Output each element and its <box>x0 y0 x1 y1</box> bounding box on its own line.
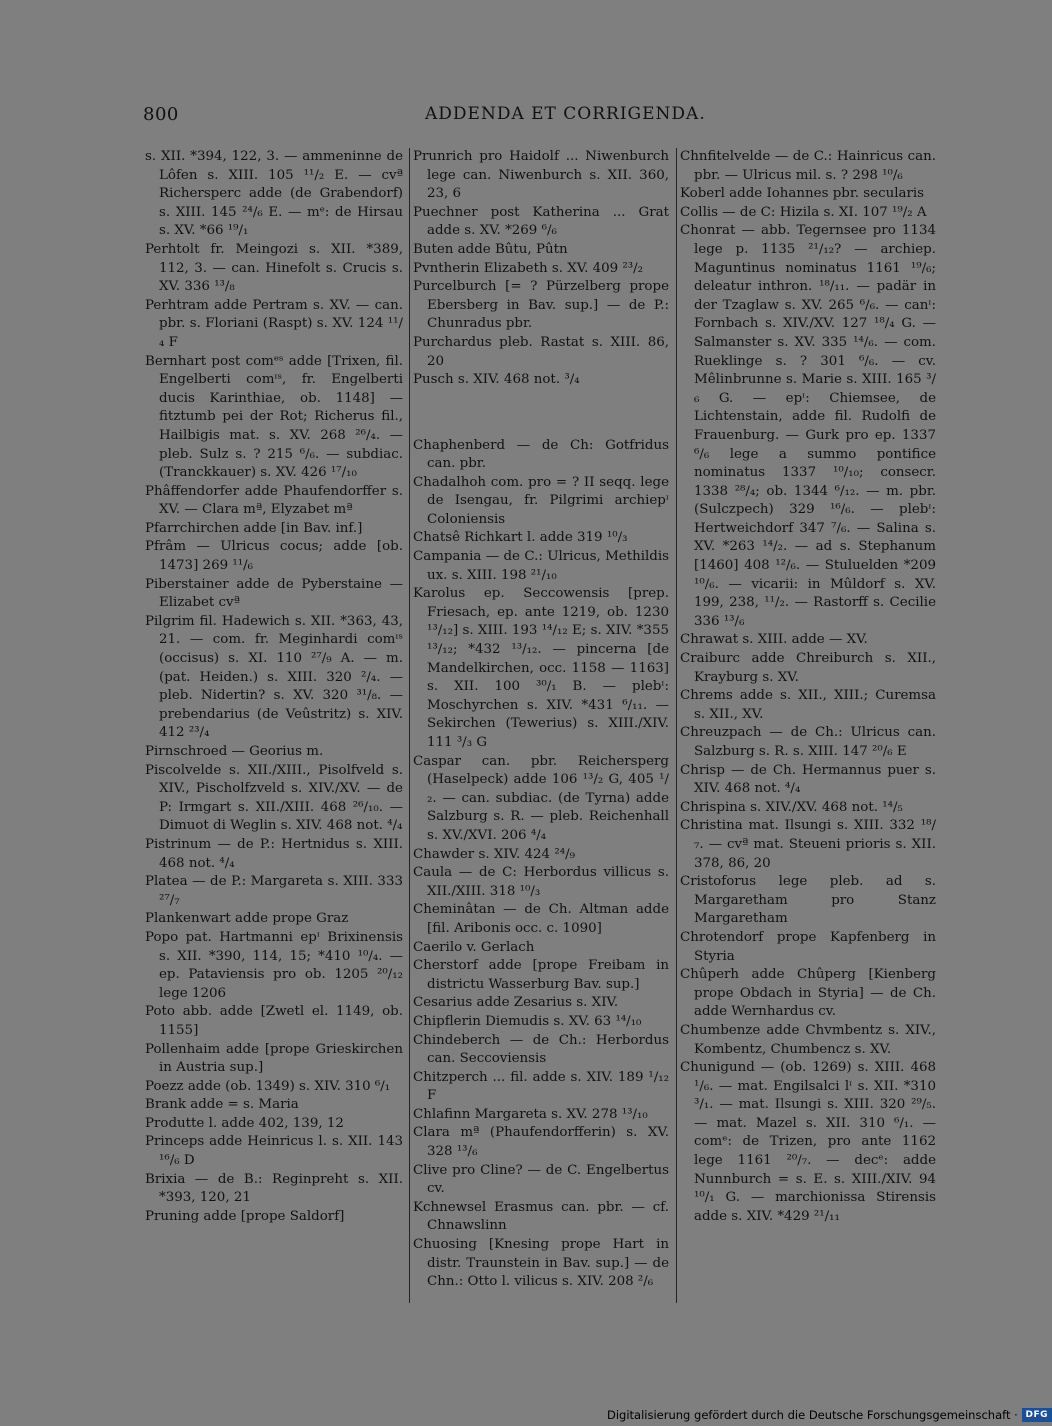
index-entry: Piscolvelde s. XII./XIII., Pisolfveld s. XIV., Pischolfzveld s. XIV./XV. — de P: Irmgart s. XII./XIII. 468 ²⁶/₁₀. — Dimuot di Weglin s. XIV. 468 not. ⁴/₄ <box>145 762 403 834</box>
index-entry: Christina mat. Ilsungi s. XIII. 332 ¹⁸/₇. — cvª mat. Steueni prioris s. XII. 378, 86, 20 <box>680 818 936 871</box>
index-entry: Prunrich pro Haidolf ... Niwenburch lege can. Niwenburch s. XII. 360, 23, 6 <box>413 149 669 202</box>
index-entry: Caula — de C: Herbordus villicus s. XII./XIII. 318 ¹⁰/₃ <box>413 865 669 899</box>
index-entry: Chadalhoh com. pro = ? II seqq. lege de Isengau, fr. Pilgrimi archiepᶦ Coloniensis <box>413 474 669 527</box>
index-entry: Chrispina s. XIV./XV. 468 not. ¹⁴/₅ <box>680 799 903 815</box>
index-entry: Piberstainer adde de Pyberstaine — Elizabet cvª <box>145 576 403 611</box>
index-entry: Produtte l. adde 402, 139, 12 <box>145 1115 344 1131</box>
index-entry: Clive pro Cline? — de C. Engelbertus cv. <box>413 1162 669 1197</box>
index-entry: Phâffendorfer adde Phaufendorffer s. XV. — Clara mª, Elyzabet mª <box>145 483 403 518</box>
footer-credit: Digitalisierung gefördert durch die Deutsche Forschungsgemeinschaft · <box>607 1408 1018 1422</box>
page-header <box>0 104 1000 134</box>
index-entry: Bernhart post comᵉˢ adde [Trixen, fil. Engelberti comᶦˢ, fr. Engelberti ducis Karinthiae, ob. 1148] — fitztumb pei der Rot; Richerus fil., Hailbigis mat. s. XV. 268 ²⁶/₄. — pleb. Sulz s. ? 215 ⁶/₆. — subdiac. (Tranckkauer) s. XV. 426 ¹⁷/₁₀ <box>145 353 403 481</box>
section-gap <box>413 403 669 423</box>
index-entry: Pusch s. XIV. 468 not. ³/₄ <box>413 372 580 388</box>
index-entry: Chindeberch — de Ch.: Herbordus can. Seccoviensis <box>413 1032 669 1067</box>
index-entry: Chnfitelvelde — de C.: Hainricus can. pbr. — Ulricus mil. s. ? 298 ¹⁰/₆ <box>680 149 936 183</box>
index-entry: Pvntherin Elizabeth s. XV. 409 ²³/₂ <box>413 260 644 276</box>
index-entry: Pilgrim fil. Hadewich s. XII. *363, 43, 21. — com. fr. Meginhardi comᶦˢ (occisus) s. XI. 110 ²⁷/₉ A. — m. (pat. Heiden.) s. XIII. 320 ²/₄. — pleb. Nidertin? s. XV. 320 ³¹/₈. — prebendarius (de Veûstritz) s. XIV. 412 ²³/₄ <box>145 613 403 741</box>
index-entry: Chrawat s. XIII. adde — XV. <box>680 632 868 648</box>
index-entry: Chitzperch ... fil. adde s. XIV. 189 ¹/₁₂ F <box>413 1069 669 1104</box>
index-entry: Cristoforus lege pleb. ad s. Margaretham pro Stanz Margaretham <box>680 874 936 927</box>
index-entry: s. XII. *394, 122, 3. — ammeninne de Lôfen s. XIII. 105 ¹¹/₂ E. — cvª Richersperc adde (de Grabendorf) s. XIII. 145 ²⁴/₆ E. — mᵉ: de Hirsau s. XV. *66 ¹⁹/₁ <box>145 149 403 239</box>
dfg-logo-icon: DFG <box>1022 1408 1052 1422</box>
page-number: 800 <box>143 104 179 125</box>
index-entry: Platea — de P.: Margareta s. XIII. 333 ²⁷/₇ <box>145 874 403 908</box>
index-entry: Chrotendorf prope Kapfenberg in Styria <box>680 929 936 964</box>
index-entry: Chipflerin Diemudis s. XV. 63 ¹⁴/₁₀ <box>413 1013 642 1029</box>
index-entry: Chumbenze adde Chvmbentz s. XIV., Kombentz, Chumbencz s. XV. <box>680 1022 936 1057</box>
index-entry: Collis — de C: Hizila s. XI. 107 ¹⁹/₂ A <box>680 204 927 220</box>
index-entry: Caspar can. pbr. Reichersperg (Haselpeck) adde 106 ¹³/₂ G, 405 ¹/₂. — can. subdiac. (de Tyrna) adde Salzburg s. R. — pleb. Reichenhall s. XV./XVI. 206 ⁴/₄ <box>413 753 669 843</box>
index-entry: Pistrinum — de P.: Hertnidus s. XIII. 468 not. ⁴/₄ <box>145 836 403 871</box>
index-entry: Chrisp — de Ch. Hermannus puer s. XIV. 468 not. ⁴/₄ <box>680 762 936 797</box>
index-entry: Pirnschroed — Georius m. <box>145 744 324 759</box>
running-head: ADDENDA ET CORRIGENDA. <box>425 104 706 124</box>
index-entry: Princeps adde Heinricus l. s. XII. 143 ¹⁶/₆ D <box>145 1134 403 1169</box>
index-entry: Perhtolt fr. Meingozi s. XII. *389, 112, 3. — can. Hinefolt s. Crucis s. XV. 336 ¹³/₈ <box>145 241 403 295</box>
index-entry: Clara mª (Phaufendorfferin) s. XV. 328 ¹³/₆ <box>413 1125 669 1160</box>
index-entry: Poto abb. adde [Zwetl el. 1149, ob. 1155] <box>145 1004 403 1038</box>
index-entry: Chatsê Richkart l. adde 319 ¹⁰/₃ <box>413 530 628 546</box>
index-entry: Cherstorf adde [prope Freibam in districtu Wasserburg Bav. sup.] <box>413 958 669 992</box>
index-entry: Karolus ep. Seccowensis [prep. Friesach, ep. ante 1219, ob. 1230 ¹³/₁₂] s. XIII. 193 ¹⁴/₁₂ E; s. XIV. *355 ¹³/₁₂; *432 ¹³/₁₂. — pincerna [de Mandelkirchen, occ. 1158 — 1163] s. XII. 100 ³⁰/₁ B. — plebᶦ: Moschyrchen s. XIV. *431 ⁶/₁₁. — Sekirchen (Tewerius) s. XIII./XIV. 111 ³/₃ G <box>413 586 669 750</box>
index-entry: Chonrat — abb. Tegernsee pro 1134 lege p. 1135 ²¹/₁₂? — archiep. Maguntinus nominatus 1161 ¹⁹/₆; deleatur inthron. ¹⁸/₁₁. — padär in der Tzaglaw s. XV. 265 ⁶/₆. — canᶦ: Fornbach s. XIV./XV. 127 ¹⁸/₄ G. — Salmanster s. XV. 335 ¹⁴/₆. — com. Rueklinge s. ? 301 ⁶/₆. — cv. Mêlinbrunne s. Marie s. XIII. 165 ³/₆ G. — epᶦ: Chiemsee, de Lichtenstain, adde fil. Rudolfi de Frauenburg. — Gurk pro ep. 1337 ⁶/₆ lege a summo pontifice nominatus 1337 ¹⁰/₁₀; consecr. 1338 ²⁸/₄; ob. 1344 ⁶/₁₂. — m. pbr. (Sulczpech) 329 ¹⁶/₆. — plebᶦ: Hertweichdorf 347 ⁷/₆. — Salina s. XV. *263 ¹⁴/₂. — ad s. Stephanum [1460] 408 ¹²/₆. — Stuluelden *209 ¹⁰/₆. — vicarii: in Mûldorf s. XV. 199, 238, ¹¹/₂. — Rastorff s. Cecilie 336 ¹³/₆ <box>680 223 936 629</box>
index-entry: Kchnewsel Erasmus can. pbr. — cf. Chnawslinn <box>413 1199 669 1234</box>
index-entry: Popo pat. Hartmanni epᶦ Brixinensis s. XII. *390, 114, 15; *410 ¹⁰/₄. — ep. Pataviensis pro ob. 1205 ²⁰/₁₂ lege 1206 <box>145 929 403 1001</box>
text-column-3 <box>676 148 936 1303</box>
index-entry: Chrems adde s. XII., XIII.; Curemsa s. XII., XV. <box>680 688 936 722</box>
footer <box>607 1406 1052 1424</box>
index-entry: Chaphenberd — de Ch: Gotfridus can. pbr. <box>413 437 669 472</box>
text-column-2 <box>409 148 669 1303</box>
index-entry: Campania — de C.: Ulricus, Methildis ux. s. XIII. 198 ²¹/₁₀ <box>413 549 669 583</box>
index-entry: Poezz adde (ob. 1349) s. XIV. 310 ⁶/₁ <box>145 1078 391 1094</box>
index-entry: Chlafinn Margareta s. XV. 278 ¹³/₁₀ <box>413 1106 648 1122</box>
index-entry: Perhtram adde Pertram s. XV. — can. pbr. s. Floriani (Raspt) s. XV. 124 ¹¹/₄ F <box>145 297 403 350</box>
index-entry: Cheminâtan — de Ch. Altman adde [fil. Aribonis occ. c. 1090] <box>413 902 669 936</box>
index-entry: Koberl adde Iohannes pbr. secularis <box>680 186 925 202</box>
index-entry: Purcelburch [= ? Pürzelberg prope Ebersberg in Bav. sup.] — de P.: Chunradus pbr. <box>413 279 669 332</box>
index-entry: Cesarius adde Zesarius s. XIV. <box>413 995 619 1011</box>
index-entry: Brixia — de B.: Reginpreht s. XII. *393, 120, 21 <box>145 1171 403 1206</box>
index-entry: Buten adde Bûtu, Pûtn <box>413 241 568 257</box>
index-entry: Chawder s. XIV. 424 ²⁴/₉ <box>413 846 575 862</box>
index-entry: Chreuzpach — de Ch.: Ulricus can. Salzburg s. R. s. XIII. 147 ²⁰/₆ E <box>680 725 936 759</box>
index-entry: Pfarrchirchen adde [in Bav. inf.] <box>145 520 363 536</box>
index-entry: Brank adde = s. Maria <box>145 1097 299 1113</box>
index-entry: Chûperh adde Chûperg [Kienberg prope Obdach in Styria] — de Ch. adde Wernhardus cv. <box>680 967 936 1020</box>
text-column-1 <box>145 148 403 1226</box>
index-entry: Pfrâm — Ulricus cocus; adde [ob. 1473] 269 ¹¹/₆ <box>145 539 403 574</box>
index-entry: Pollenhaim adde [prope Grieskirchen in Austria sup.] <box>145 1041 403 1076</box>
index-entry: Puechner post Katherina ... Grat adde s. XV. *269 ⁶/₆ <box>413 204 669 239</box>
index-entry: Plankenwart adde prope Graz <box>145 911 349 927</box>
index-entry: Caerilo v. Gerlach <box>413 939 535 955</box>
index-entry: Chuosing [Knesing prope Hart in distr. Traunstein in Bav. sup.] — de Chn.: Otto l. vilicus s. XIV. 208 ²/₆ <box>413 1237 669 1290</box>
index-entry: Craiburc adde Chreiburch s. XII., Krayburg s. XV. <box>680 651 936 685</box>
index-entry: Purchardus pleb. Rastat s. XIII. 86, 20 <box>413 334 669 369</box>
index-entry: Pruning adde [prope Saldorf] <box>145 1208 345 1224</box>
index-entry: Chunigund — (ob. 1269) s. XIII. 468 ¹/₆. — mat. Engilsalci lᶦ s. XII. *310 ³/₁. — mat. Ilsungi s. XIII. 320 ²⁹/₅. — mat. Mazel s. XII. 310 ⁶/₁. — comᵉ: de Trizen, pro ante 1162 lege 1161 ²⁰/₇. — decᵉ: adde Nunnburch = s. E. s. XIII./XIV. 94 ¹⁰/₁ G. — marchionissa Stirensis adde s. XIV. *429 ²¹/₁₁ <box>680 1060 936 1224</box>
